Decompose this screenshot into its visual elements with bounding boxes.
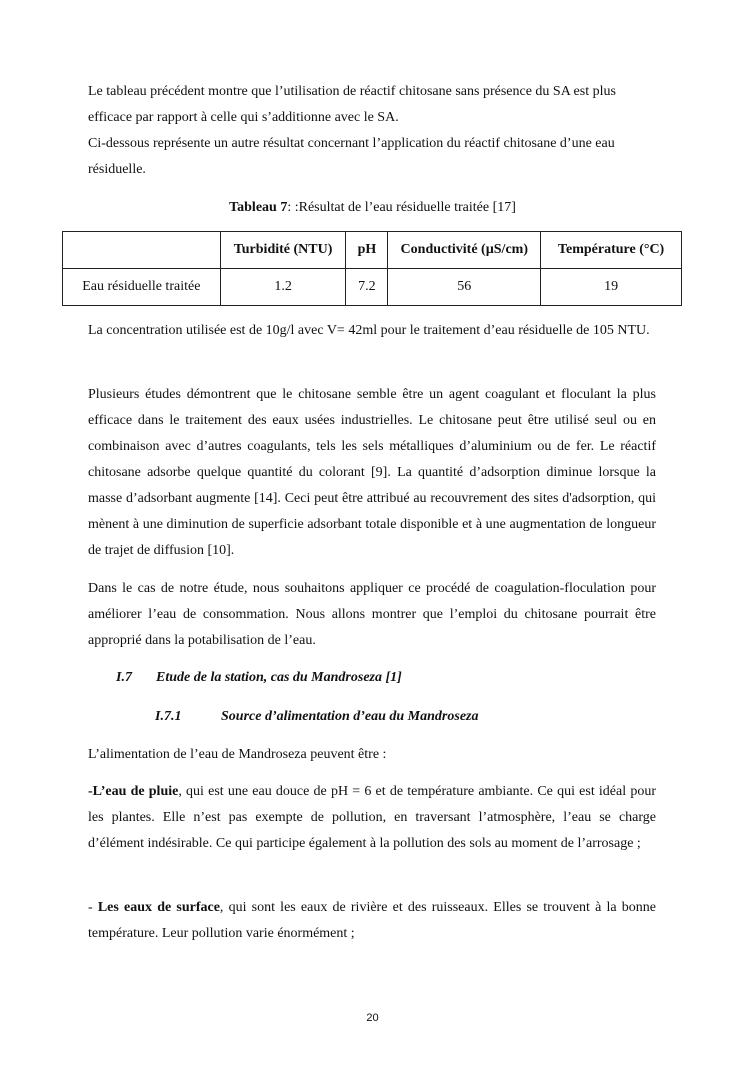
- section-title: Etude de la station, cas du Mandroseza [1]: [156, 670, 402, 685]
- table-caption: [0, 198, 745, 218]
- subsection-heading: [155, 706, 478, 728]
- surface-water-text: , qui sont les eaux de rivière et des ruisseaux. Elles se trouvent à la bonne température. Leur pollution varie énormément ;: [88, 900, 656, 941]
- table-header-turbidity: Turbidité (NTU): [220, 232, 346, 269]
- subsection-number: I.7.1: [155, 709, 182, 724]
- section-heading: [116, 667, 402, 689]
- rain-water-term: -L’eau de pluie: [88, 784, 179, 799]
- paragraph-sources-intro: L’alimentation de l’eau de Mandroseza peuvent être :: [88, 747, 387, 762]
- paragraph-concentration: La concentration utilisée est de 10g/l avec V= 42ml pour le traitement d’eau résiduelle de 105 NTU.: [88, 323, 650, 338]
- list-item-surface-water: [88, 895, 656, 947]
- paragraph-intro: Le tableau précédent montre que l’utilisation de réactif chitosane sans présence du SA est plus efficace par rapport à celle qui s’additionne avec le SA.: [88, 84, 616, 125]
- table-cell-ph: 7.2: [346, 269, 388, 306]
- table-header-row: [63, 232, 682, 269]
- list-item-rain-water: [88, 779, 656, 857]
- table-header-temperature: Température (°C): [541, 232, 682, 269]
- section-number: I.7: [116, 670, 132, 685]
- paragraph-our-study: Dans le cas de notre étude, nous souhaitons appliquer ce procédé de coagulation-floculation pour améliorer l’eau de consommation. Nous allons montrer que l’emploi du chitosane pourrait être approprié dans la potabilisation de l’eau.: [88, 581, 656, 648]
- table-caption-text: : :Résultat de l’eau résiduelle traitée [17]: [287, 200, 516, 215]
- page-number: 20: [366, 1012, 379, 1024]
- table-header-empty: [63, 232, 221, 269]
- results-table: [62, 231, 682, 306]
- table-cell-turbidity: 1.2: [220, 269, 346, 306]
- table-row: [63, 269, 682, 306]
- paragraph-studies: Plusieurs études démontrent que le chitosane semble être un agent coagulant et floculant la plus efficace dans le traitement des eaux usées industrielles. Le chitosane peut être utilisé seul ou en combinaison avec d’autres coagulants, tels les sels métalliques d’aluminium ou de fer. Le réactif chitosane adsorbe quelque quantité du colorant [9]. La quantité d’adsorption diminue lorsque la masse d’adsorbant augmente [14]. Ceci peut être attribué au recouvrement des sites d'adsorption, qui mènent à une diminution de superficie adsorbant totale disponible et à une augmentation de longueur de trajet de diffusion [10].: [88, 387, 656, 558]
- table-caption-label: Tableau 7: [229, 200, 288, 215]
- subsection-title: Source d’alimentation d’eau du Mandroseza: [221, 709, 479, 724]
- table-cell-temperature: 19: [541, 269, 682, 306]
- table-header-ph: pH: [346, 232, 388, 269]
- rain-water-text: , qui est une eau douce de pH = 6 et de température ambiante. Ce qui est idéal pour les plantes. Elle n’est pas exempte de pollution, en traversant l’atmosphère, l’eau se charge d’élément indésirable. Ce qui participe également à la pollution des sols au moment de l’arrosage ;: [88, 784, 656, 851]
- table-header-conductivity: Conductivité (µS/cm): [388, 232, 541, 269]
- surface-water-prefix: -: [88, 900, 98, 915]
- table-row-label: Eau résiduelle traitée: [63, 269, 221, 306]
- paragraph-result-intro: Ci-dessous représente un autre résultat concernant l’application du réactif chitosane d’une eau résiduelle.: [88, 136, 615, 177]
- surface-water-term: Les eaux de surface: [97, 900, 220, 915]
- table-cell-conductivity: 56: [388, 269, 541, 306]
